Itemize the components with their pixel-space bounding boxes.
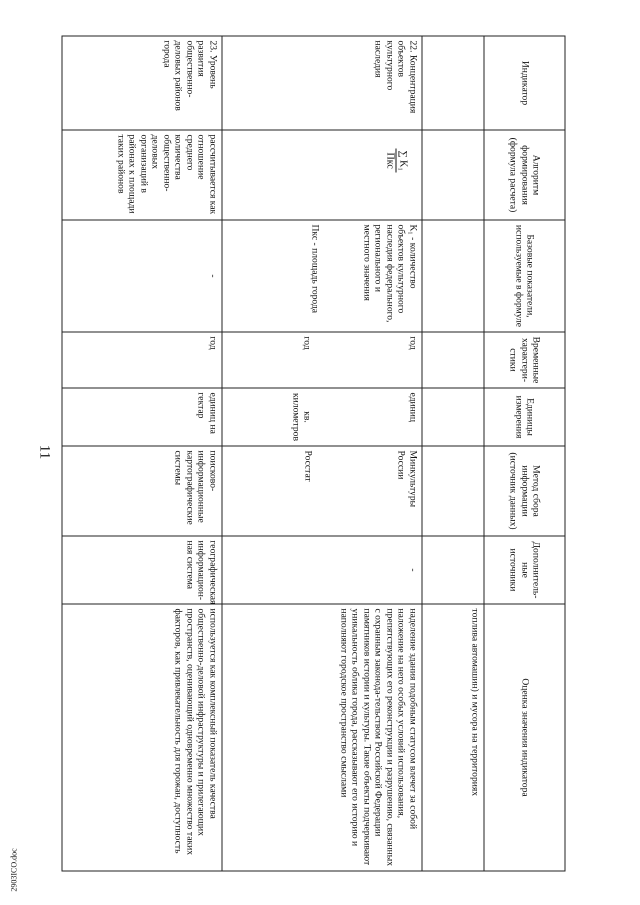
indicators-table xyxy=(61,35,565,871)
header-extra: Дополнитель-ные источники xyxy=(484,536,565,604)
row23-base: - xyxy=(62,220,222,332)
row23-method: поисково-информационные картографические системы xyxy=(62,446,222,536)
row23-assessment: используется как комплексный показатель качества общественно-деловой инфраструктуры и прилегающих пространств, оценивающий одновременно множество таких факторов, как привлекательность для горожан, доступность xyxy=(62,604,222,871)
header-algorithm: Алгоритм формирования (формула расчета) xyxy=(484,130,565,220)
row23-time: год xyxy=(62,332,222,388)
row22-time-1: год xyxy=(407,336,418,350)
header-indicator: Индикатор xyxy=(484,36,565,130)
cell-empty xyxy=(422,446,484,536)
header-row xyxy=(484,36,565,871)
cell-empty xyxy=(422,332,484,388)
header-assessment: Оценка значения индикатора xyxy=(484,604,565,871)
cell-empty xyxy=(422,536,484,604)
row22-units-2: кв. километров xyxy=(290,392,313,441)
row22-units-1: единиц xyxy=(407,392,418,422)
header-units: Единицы измерения xyxy=(484,388,565,446)
row22-method xyxy=(222,446,422,536)
page-number: 11 xyxy=(36,444,53,460)
header-time: Временные характери-стики xyxy=(484,332,565,388)
row22-extra: - xyxy=(222,536,422,604)
row22-assessment: наделение здания подобным статусом влечет за собой наложение на него особых условий использования, препятствующих его реконструкции и разрушению, связанных с охранным законода-тельством Российской Федерации памятников истории и культуры. Такие объекты подчеркивают уникальность облика города, рассказывают его историю и наполняют городское пространство смыслами xyxy=(222,604,422,871)
cell-empty xyxy=(422,388,484,446)
row22-base-2: Пкс - площадь города xyxy=(309,224,321,313)
row22-base xyxy=(222,220,422,332)
cell-empty xyxy=(422,36,484,130)
table-row xyxy=(62,36,222,871)
document-sheet xyxy=(75,35,565,870)
row22-time-2: год xyxy=(301,336,313,350)
table-row xyxy=(422,36,484,871)
row23-indicator: 23. Уровень развития общественно-деловых районов города xyxy=(62,36,222,130)
row22-units xyxy=(222,388,422,446)
formula-numerator: ∑ K₁ xyxy=(397,150,408,171)
formula-denominator: Пкс xyxy=(384,152,395,169)
row23-units: единиц на гектар xyxy=(62,388,222,446)
cont-assessment: топлива автомашин) и мусора на территориях xyxy=(422,604,484,871)
row22-method-1: Минкультуры России xyxy=(395,450,418,507)
row22-formula xyxy=(222,130,422,220)
cell-empty xyxy=(422,130,484,220)
formula-fraction xyxy=(383,148,408,172)
footer-filename: 2903ICO.doc xyxy=(9,848,19,892)
row22-indicator: 22. Концентрация объектов культурного наследия xyxy=(222,36,422,130)
header-base: Базовые показатели, используемые в формуле xyxy=(484,220,565,332)
row22-base-1: K₁ - количество объектов культурного наследия федерального, регионального и местного значения xyxy=(361,224,418,323)
cell-empty xyxy=(422,220,484,332)
row22-method-2: Росстат xyxy=(302,450,313,482)
table-row xyxy=(222,36,422,871)
rotated-table-wrapper xyxy=(75,35,565,870)
row23-algorithm: рассчитывается как отношение среднего количества общественно-деловых организаций в районах к площади таких районов xyxy=(62,130,222,220)
row22-time xyxy=(222,332,422,388)
row23-extra: географическая информацион-ная система xyxy=(62,536,222,604)
header-method: Метод сбора информации (источник данных) xyxy=(484,446,565,536)
